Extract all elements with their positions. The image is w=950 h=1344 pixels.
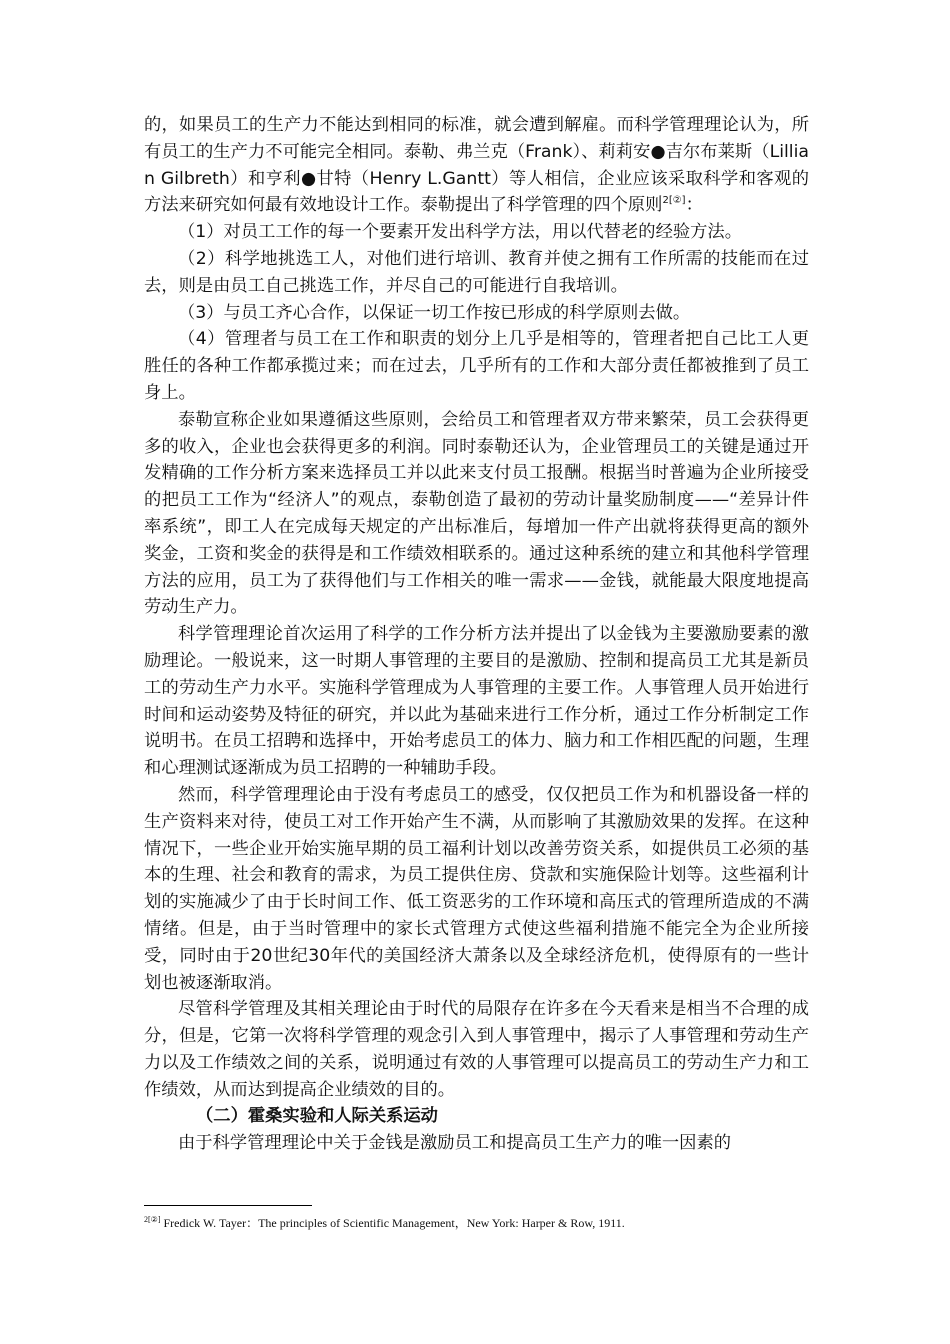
section-heading: （二）霍桑实验和人际关系运动 [196, 1106, 438, 1127]
paragraph-intro-text: 的，如果员工的生产力不能达到相同的标准，就会遭到解雇。而科学管理理论认为，所有员工的生产力不可能完全相同。泰勒、弗兰克（Frank）、莉莉安●吉尔布莱斯（Lillian Gilbreth）和亨利●甘特（Henry L.Gantt）等人相信，企业应该采取科学和客观的方法来研究如何最有效地设计工作。泰勒提出了科学管理的四个原则 [144, 115, 809, 216]
footnote [144, 1212, 809, 1231]
footnote-mark: 2[②] [144, 1215, 161, 1224]
paragraph-however: 然而，科学管理理论由于没有考虑员工的感受，仅仅把员工作为和机器设备一样的生产资料来对待，使员工对工作开始产生不满，从而影响了其激励效果的发挥。在这种情况下，一些企业开始实施早期的员工福利计划以改善劳资关系，如提供员工必须的基本的生理、社会和教育的需求，为员工提供住房、贷款和实施保险计划等。这些福利计划的实施减少了由于长时间工作、低工资恶劣的工作环境和高压式的管理所造成的不满情绪。但是，由于当时管理中的家长式管理方式使这些福利措施不能完全为企业所接受，同时由于20世纪30年代的美国经济大萧条以及全球经济危机，使得原有的一些计划也被逐渐取消。 [144, 784, 809, 993]
colon: ： [685, 195, 703, 216]
paragraph-despite: 尽管科学管理及其相关理论由于时代的局限存在许多在今天看来是相当不合理的成分，但是，它第一次将科学管理的观念引入到人事管理中，揭示了人事管理和劳动生产力以及工作绩效之间的关系，说明通过有效的人事管理可以提高员工的劳动生产力和工作绩效，从而达到提高企业绩效的目的。 [144, 999, 809, 1100]
footnote-reference[interactable]: 2[②] [662, 195, 686, 207]
principle-1: （1）对员工工作的每一个要素开发出科学方法，用以代替老的经验方法。 [178, 222, 742, 243]
footnote-divider [144, 1205, 312, 1206]
principle-4: （4）管理者与员工在工作和职责的划分上几乎是相等的，管理者把自己比工人更胜任的各种工作都承揽过来；而在过去，几乎所有的工作和大部分责任都被推到了员工身上。 [144, 329, 809, 403]
paragraph-scientific-management: 科学管理理论首次运用了科学的工作分析方法并提出了以金钱为主要激励要素的激励理论。一般说来，这一时期人事管理的主要目的是激励、控制和提高员工尤其是新员工的劳动生产力水平。实施科学管理成为人事管理的主要工作。人事管理人员开始进行时间和运动姿势及特征的研究，并以此为基础来进行工作分析，通过工作分析制定工作说明书。在员工招聘和选择中，开始考虑员工的体力、脑力和工作相匹配的问题，生理和心理测试逐渐成为员工招聘的一种辅助手段。 [144, 624, 809, 779]
principle-3: （3）与员工齐心合作，以保证一切工作按已形成的科学原则去做。 [178, 302, 691, 323]
principle-2: （2）科学地挑选工人，对他们进行培训、教育并使之拥有工作所需的技能而在过去，则是由员工自己挑选工作，并尽自己的可能进行自我培训。 [144, 248, 809, 296]
footnote-text: Fredick W. Tayer：The principles of Scientific Management，New York: Harper & Row, 1911. [160, 1216, 625, 1230]
paragraph-taylor-claims: 泰勒宣称企业如果遵循这些原则，会给员工和管理者双方带来繁荣，员工会获得更多的收入，企业也会获得更多的利润。同时泰勒还认为，企业管理员工的关键是通过开发精确的工作分析方案来选择员工并以此来支付员工报酬。根据当时普遍为企业所接受的把员工工作为“经济人”的观点，泰勒创造了最初的劳动计量奖励制度——“差异计件率系统”，即工人在完成每天规定的产出标准后，每增加一件产出就将获得更高的额外奖金，工资和奖金的获得是和工作绩效相联系的。通过这种系统的建立和其他科学管理方法的应用，员工为了获得他们与工作相关的唯一需求——金钱，就能最大限度地提高劳动生产力。 [144, 409, 809, 618]
paragraph-last: 由于科学管理理论中关于金钱是激励员工和提高员工生产力的唯一因素的 [178, 1133, 732, 1154]
body-text [144, 112, 809, 1157]
paragraph-intro [144, 112, 809, 219]
